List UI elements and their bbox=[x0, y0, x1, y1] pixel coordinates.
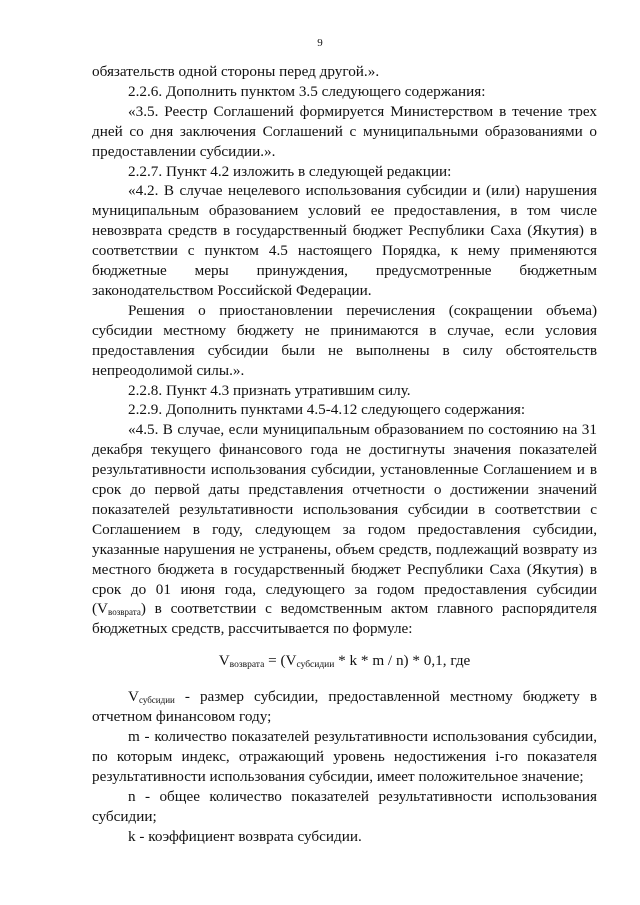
return-formula bbox=[92, 651, 597, 671]
definition-v-subsidy bbox=[92, 687, 597, 727]
definition-v-subscript: субсидии bbox=[138, 695, 175, 706]
paragraph-3-5: «3.5. Реестр Соглашений формируется Министерством в течение трех дней со дня заключения Соглашений с муниципальными образованиями о предоставлении субсидии.». bbox=[92, 102, 597, 160]
definition-n: n - общее количество показателей результативности использования субсидии; bbox=[92, 787, 597, 825]
formula-tail: * k * m / n) * 0,1, где bbox=[334, 652, 471, 670]
formula-mid: = (V bbox=[264, 652, 297, 670]
paragraph-4-5 bbox=[92, 420, 597, 639]
definition-m: m - количество показателей результативности использования субсидии, по которым индекс, отражающий уровень недостижения i-го показателя результативности использования субсидии, имеет положительное значение; bbox=[92, 728, 597, 785]
formula-sub-right: субсидии bbox=[296, 660, 335, 671]
definition-k: k - коэффициент возврата субсидии. bbox=[128, 827, 362, 845]
definition-v-symbol: V bbox=[128, 688, 139, 706]
document-body bbox=[92, 62, 597, 847]
page-number: 9 bbox=[317, 37, 323, 49]
v-return-subscript: возврата bbox=[108, 607, 141, 618]
paragraph-2-2-7: 2.2.7. Пункт 4.2 изложить в следующей редакции: bbox=[128, 162, 452, 180]
paragraph-4-2: «4.2. В случае нецелевого использования субсидии и (или) нарушения муниципальным образованием условий ее предоставления, в том числе невозврата средств в государственный бюджет Республики Саха (Якутия) в соответствии с пунктом 4.5 настоящего Порядка, к нему применяются бюджетные меры принуждения, предусмотренные бюджетным законодательством Российской Федерации. bbox=[92, 182, 597, 299]
definition-v-text: - размер субсидии, предоставленной местному бюджету в отчетном финансовом году; bbox=[92, 688, 597, 726]
paragraph-2-2-9: 2.2.9. Дополнить пунктами 4.5-4.12 следующего содержания: bbox=[128, 401, 526, 419]
paragraph-4-5-text-a: «4.5. В случае, если муниципальным образованием по состоянию на 31 декабря текущего финансового года не достигнуты значения показателей результативности использования субсидии, установленные Соглашением и в срок до первой даты представления отчетности о достижении значений показателей результативности использования субсидии в соответствии с Соглашением в году, следующем за годом предоставления субсидии, указанные нарушения не устранены, объем средств, подлежащий возврату из местного бюджета в государственный бюджет Республики Саха (Якутия) в срок до 01 июня года, следующего за годом предоставления субсидии (V bbox=[92, 421, 597, 618]
formula-v: V bbox=[218, 652, 230, 670]
paragraph-2-2-8: 2.2.8. Пункт 4.3 признать утратившим силу. bbox=[128, 381, 411, 399]
paragraph-suspension-decisions: Решения о приостановлении перечисления (сокращении объема) субсидии местному бюджету не принимаются в случае, если условия предоставления субсидии были не выполнены в силу обстоятельств непреодолимой силы.». bbox=[92, 301, 597, 379]
paragraph-4-5-text-b: ) в соответствии с ведомственным актом главного распорядителя бюджетных средств, рассчитывается по формуле: bbox=[92, 600, 597, 638]
formula-sub-left: возврата bbox=[229, 660, 265, 671]
paragraph-continuation: обязательств одной стороны перед другой.». bbox=[92, 63, 380, 80]
paragraph-2-2-6: 2.2.6. Дополнить пунктом 3.5 следующего содержания: bbox=[128, 82, 486, 100]
